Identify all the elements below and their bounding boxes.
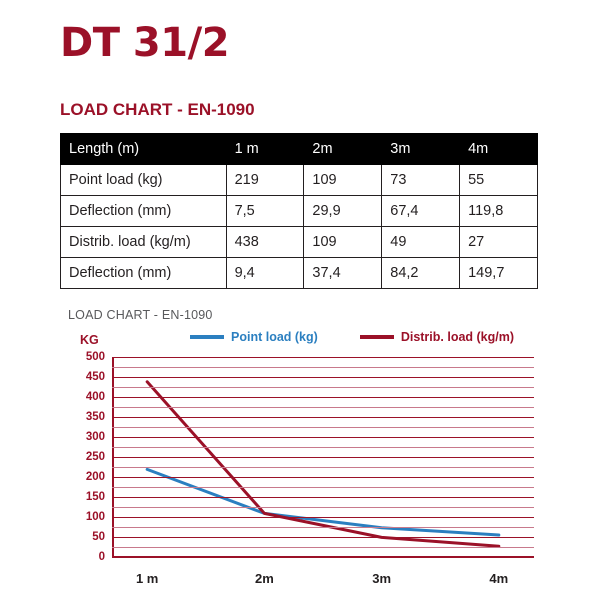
table-cell: 109 [304,165,382,196]
legend-item-distrib-load [360,330,514,344]
table-header-row [61,134,538,165]
table-cell: 119,8 [460,196,538,227]
chart-gridline-minor [112,447,534,448]
legend-label-distrib-load: Distrib. load (kg/m) [400,330,515,344]
table-cell: 67,4 [382,196,460,227]
chart-x-tick-label: 2m [254,571,274,586]
table-cell: 37,4 [304,258,382,289]
chart-gridline-major [112,397,534,398]
row-label: Distrib. load (kg/m) [61,227,227,258]
table-header-cell: 2m [304,134,382,165]
chart-gridline-major [112,537,534,538]
table-header-cell: 3m [382,134,460,165]
page-title: DT 31/2 [60,20,230,66]
chart-title: LOAD CHART - EN-1090 [68,308,213,322]
legend-swatch-distrib-load [360,335,394,339]
chart-y-tick-label: 0 [98,551,105,563]
table-cell: 55 [460,165,538,196]
chart-gridline-minor [112,487,534,488]
chart-gridline-minor [112,427,534,428]
table-header-cell: Length (m) [61,134,227,165]
chart-gridline-major [112,517,534,518]
chart-y-tick-label: 250 [85,451,105,463]
chart-y-tick-label: 200 [85,471,105,483]
chart-y-tick-label: 150 [85,491,105,503]
table-cell: 73 [382,165,460,196]
load-table-wrapper [60,133,538,289]
chart-gridline-major [112,377,534,378]
chart-gridline-minor [112,407,534,408]
chart-y-axis-label: KG [80,333,99,347]
table-row [61,196,538,227]
row-label: Deflection (mm) [61,196,227,227]
chart-gridline-major [112,437,534,438]
row-label: Point load (kg) [61,165,227,196]
chart-y-tick-label: 450 [85,371,105,383]
legend-item-point-load [190,330,318,344]
table-row [61,227,538,258]
table-cell: 9,4 [226,258,304,289]
chart-plot-area [85,351,534,586]
chart-gridline-minor [112,527,534,528]
chart-gridline-major [112,457,534,458]
chart-gridline-minor [112,547,534,548]
table-cell: 149,7 [460,258,538,289]
table-cell: 438 [226,227,304,258]
table-header-cell: 4m [460,134,538,165]
table-cell: 109 [304,227,382,258]
chart-gridline-major [112,497,534,498]
chart-gridline-minor [112,467,534,468]
table-cell: 84,2 [382,258,460,289]
chart-y-tick-label: 400 [85,391,105,403]
chart-gridline-major [112,557,534,558]
table-row [61,258,538,289]
chart-y-tick-label: 100 [85,511,105,523]
chart-gridline-major [112,357,534,358]
chart-gridline-major [112,477,534,478]
table-cell: 27 [460,227,538,258]
table-cell: 49 [382,227,460,258]
chart-y-tick-label: 50 [92,531,105,543]
legend-label-point-load: Point load (kg) [231,330,318,344]
legend-swatch-point-load [190,335,224,339]
chart-gridline-minor [112,507,534,508]
chart-x-tick-label: 4m [489,571,509,586]
chart-gridline-minor [112,367,534,368]
chart-legend [190,330,514,344]
chart-gridline-minor [112,387,534,388]
chart-gridline-major [112,417,534,418]
table-cell: 29,9 [304,196,382,227]
chart-x-tick-label: 3m [372,571,392,586]
chart-x-tick-label: 1 m [135,571,159,586]
chart-y-tick-label: 350 [85,411,105,423]
load-chart-figure [0,300,600,600]
load-table [60,133,538,289]
table-header-cell: 1 m [226,134,304,165]
chart-y-tick-label: 300 [85,431,105,443]
table-cell: 219 [226,165,304,196]
row-label: Deflection (mm) [61,258,227,289]
table-row [61,165,538,196]
section-heading: LOAD CHART - EN-1090 [60,100,255,119]
chart-y-tick-label: 500 [85,351,105,363]
table-cell: 7,5 [226,196,304,227]
